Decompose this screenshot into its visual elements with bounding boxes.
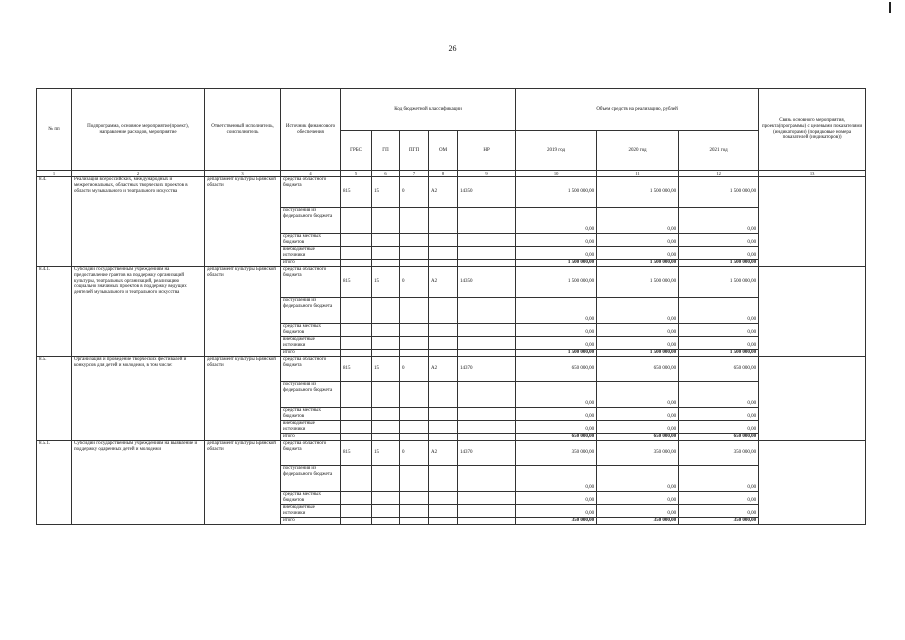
code-empty xyxy=(341,234,372,247)
code-empty xyxy=(372,260,400,267)
indicator-link xyxy=(759,267,866,357)
code-empty xyxy=(458,434,516,441)
funding-source: внебюджетные источники xyxy=(281,247,341,260)
amount-2021: 0,00 xyxy=(679,234,759,247)
item-number: 8.5.1. xyxy=(37,441,72,525)
amount-2021: 0,00 xyxy=(679,298,759,324)
code-empty xyxy=(429,408,458,421)
amount-2019: 0,00 xyxy=(516,234,597,247)
code-empty xyxy=(372,492,400,505)
amount-2020: 0,00 xyxy=(597,492,679,505)
code-empty xyxy=(400,298,429,324)
amount-2019: 0,00 xyxy=(516,492,597,505)
amount-2021: 650 000,00 xyxy=(679,357,759,382)
code-pgp: 0 xyxy=(400,177,429,208)
amount-2019: 350 000,00 xyxy=(516,441,597,466)
item-name: Субсидии государственным учреждениям на выявление и поддержку одаренных детей и молодежи xyxy=(72,441,205,525)
column-number: 10 xyxy=(516,171,597,177)
code-empty xyxy=(341,260,372,267)
column-number: 11 xyxy=(597,171,679,177)
funding-source: внебюджетные источники xyxy=(281,337,341,350)
code-gp: 15 xyxy=(372,267,400,298)
budget-table xyxy=(36,88,866,525)
header-year-2020: 2020 год xyxy=(597,131,679,171)
table-row xyxy=(37,267,866,298)
amount-2021: 0,00 xyxy=(679,408,759,421)
code-gp: 15 xyxy=(372,357,400,382)
funding-source: поступления из федерального бюджета xyxy=(281,298,341,324)
code-nr: 14350 xyxy=(458,267,516,298)
code-empty xyxy=(400,492,429,505)
item-number: 8.4.1. xyxy=(37,267,72,357)
code-grbs: 815 xyxy=(341,441,372,466)
header-subprogram: Подпрограмма, основное мероприятие(проект), направление расходов, мероприятие xyxy=(72,89,205,171)
code-empty xyxy=(400,505,429,518)
funding-source: средства местных бюджетов xyxy=(281,324,341,337)
code-empty xyxy=(372,382,400,408)
code-grbs: 815 xyxy=(341,177,372,208)
code-empty xyxy=(372,466,400,492)
code-empty xyxy=(400,234,429,247)
code-empty xyxy=(400,324,429,337)
code-empty xyxy=(458,492,516,505)
amount-2019: 650 000,00 xyxy=(516,357,597,382)
code-empty xyxy=(458,518,516,525)
amount-2020: 0,00 xyxy=(597,382,679,408)
code-empty xyxy=(429,247,458,260)
amount-2020: 650 000,00 xyxy=(597,434,679,441)
code-pgp: 0 xyxy=(400,441,429,466)
item-name: Организация и проведение творческих фестивалей и конкурсов для детей и молодежи, в том числе: xyxy=(72,357,205,441)
amount-2021: 350 000,00 xyxy=(679,518,759,525)
code-empty xyxy=(372,234,400,247)
item-name: Реализация всероссийских, международных и межрегиональных, областных творческих проектов в области музыкального и театрального искусства xyxy=(72,177,205,267)
funding-source: средства областного бюджета xyxy=(281,441,341,466)
funding-source: внебюджетные источники xyxy=(281,421,341,434)
header-code-gp: ГП xyxy=(372,131,400,171)
code-empty xyxy=(341,466,372,492)
code-empty xyxy=(372,337,400,350)
code-empty xyxy=(400,337,429,350)
code-empty xyxy=(341,408,372,421)
code-om: А2 xyxy=(429,267,458,298)
code-empty xyxy=(458,247,516,260)
amount-2019: 1 500 000,00 xyxy=(516,267,597,298)
code-empty xyxy=(458,337,516,350)
amount-2021: 0,00 xyxy=(679,382,759,408)
amount-2019: 0,00 xyxy=(516,421,597,434)
funding-source: поступления из федерального бюджета xyxy=(281,382,341,408)
amount-2020: 0,00 xyxy=(597,337,679,350)
code-empty xyxy=(372,505,400,518)
code-empty xyxy=(341,350,372,357)
amount-2020: 1 500 000,00 xyxy=(597,260,679,267)
amount-2020: 0,00 xyxy=(597,505,679,518)
code-nr: 14350 xyxy=(458,177,516,208)
code-empty xyxy=(372,324,400,337)
amount-2020: 0,00 xyxy=(597,324,679,337)
amount-2019: 350 000,00 xyxy=(516,518,597,525)
code-empty xyxy=(341,492,372,505)
amount-2020: 0,00 xyxy=(597,208,679,234)
code-empty xyxy=(429,350,458,357)
code-empty xyxy=(429,298,458,324)
column-number: 7 xyxy=(400,171,429,177)
amount-2021: 0,00 xyxy=(679,324,759,337)
item-responsible: департамент культуры Брянской области xyxy=(205,441,281,525)
code-empty xyxy=(458,408,516,421)
item-responsible: департамент культуры Брянской области xyxy=(205,357,281,441)
funding-source: средства местных бюджетов xyxy=(281,408,341,421)
amount-2020: 0,00 xyxy=(597,298,679,324)
code-empty xyxy=(400,434,429,441)
table-row xyxy=(37,357,866,382)
funding-source: средства областного бюджета xyxy=(281,267,341,298)
item-responsible: департамент культуры Брянской области xyxy=(205,177,281,267)
amount-2020: 350 000,00 xyxy=(597,441,679,466)
header-code-grbs: ГРБС xyxy=(341,131,372,171)
amount-2020: 0,00 xyxy=(597,408,679,421)
code-om: А2 xyxy=(429,357,458,382)
funding-source: итого xyxy=(281,350,341,357)
code-empty xyxy=(458,208,516,234)
column-number: 8 xyxy=(429,171,458,177)
code-empty xyxy=(372,408,400,421)
code-empty xyxy=(341,208,372,234)
code-empty xyxy=(429,505,458,518)
code-empty xyxy=(400,421,429,434)
code-empty xyxy=(400,350,429,357)
amount-2019: 1 500 000,00 xyxy=(516,260,597,267)
item-number: 8.4. xyxy=(37,177,72,267)
column-number: 6 xyxy=(372,171,400,177)
code-empty xyxy=(458,234,516,247)
funding-source: итого xyxy=(281,434,341,441)
item-responsible: департамент культуры Брянской области xyxy=(205,267,281,357)
table-row xyxy=(37,177,866,208)
amount-2019: 0,00 xyxy=(516,298,597,324)
indicator-link xyxy=(759,177,866,267)
code-empty xyxy=(372,247,400,260)
amount-2021: 0,00 xyxy=(679,466,759,492)
column-number: 1 xyxy=(37,171,72,177)
column-number: 5 xyxy=(341,171,372,177)
amount-2021: 1 500 000,00 xyxy=(679,350,759,357)
code-nr: 14370 xyxy=(458,357,516,382)
code-empty xyxy=(429,434,458,441)
code-empty xyxy=(341,518,372,525)
column-number: 12 xyxy=(679,171,759,177)
funding-source: средства областного бюджета xyxy=(281,357,341,382)
column-number: 3 xyxy=(205,171,281,177)
amount-2021: 0,00 xyxy=(679,505,759,518)
code-empty xyxy=(400,518,429,525)
code-om: А2 xyxy=(429,177,458,208)
amount-2019: 0,00 xyxy=(516,408,597,421)
code-pgp: 0 xyxy=(400,357,429,382)
code-empty xyxy=(341,382,372,408)
funding-source: поступления из федерального бюджета xyxy=(281,208,341,234)
code-empty xyxy=(341,298,372,324)
amount-2019: 0,00 xyxy=(516,247,597,260)
code-gp: 15 xyxy=(372,441,400,466)
column-number: 9 xyxy=(458,171,516,177)
code-empty xyxy=(429,208,458,234)
funding-source: средства местных бюджетов xyxy=(281,234,341,247)
amount-2019: 1 500 000,00 xyxy=(516,177,597,208)
code-empty xyxy=(372,350,400,357)
amount-2019: 0,00 xyxy=(516,505,597,518)
amount-2020: 1 500 000,00 xyxy=(597,267,679,298)
code-empty xyxy=(458,298,516,324)
amount-2021: 1 500 000,00 xyxy=(679,267,759,298)
code-empty xyxy=(429,492,458,505)
header-year-2019: 2019 год xyxy=(516,131,597,171)
code-empty xyxy=(372,421,400,434)
amount-2019: 0,00 xyxy=(516,208,597,234)
funding-source: средства областного бюджета xyxy=(281,177,341,208)
scan-edge-mark xyxy=(889,2,891,13)
code-empty xyxy=(372,298,400,324)
code-empty xyxy=(400,260,429,267)
amount-2020: 0,00 xyxy=(597,234,679,247)
code-empty xyxy=(458,505,516,518)
amount-2021: 0,00 xyxy=(679,421,759,434)
header-source: Источник финансового обеспечения xyxy=(281,89,341,171)
amount-2019: 0,00 xyxy=(516,382,597,408)
header-link: Связь основного мероприятия, проекта(программы) с целевыми показателями (индикаторами) (порядковые номера показателей (индикаторов)) xyxy=(759,89,866,171)
amount-2019: 0,00 xyxy=(516,324,597,337)
amount-2021: 650 000,00 xyxy=(679,434,759,441)
item-name: Субсидии государственным учреждениям на предоставление грантов на поддержку организаций культуры, театральных организаций, реализацию социально значимых проектов в поддержку ведущих деятелей музыкального и театрального искусства xyxy=(72,267,205,357)
code-empty xyxy=(400,408,429,421)
code-empty xyxy=(458,350,516,357)
code-empty xyxy=(372,208,400,234)
amount-2020: 0,00 xyxy=(597,421,679,434)
amount-2019: 1 500 000,00 xyxy=(516,350,597,357)
item-number: 8.5. xyxy=(37,357,72,441)
code-empty xyxy=(400,466,429,492)
amount-2020: 1 500 000,00 xyxy=(597,350,679,357)
code-pgp: 0 xyxy=(400,267,429,298)
funding-source: внебюджетные источники xyxy=(281,505,341,518)
amount-2021: 0,00 xyxy=(679,492,759,505)
code-empty xyxy=(341,421,372,434)
code-empty xyxy=(458,466,516,492)
code-empty xyxy=(400,247,429,260)
table-row xyxy=(37,441,866,466)
column-number: 2 xyxy=(72,171,205,177)
amount-2021: 0,00 xyxy=(679,208,759,234)
amount-2019: 0,00 xyxy=(516,466,597,492)
code-empty xyxy=(458,421,516,434)
code-empty xyxy=(458,260,516,267)
amount-2020: 650 000,00 xyxy=(597,357,679,382)
funding-source: итого xyxy=(281,518,341,525)
code-om: А2 xyxy=(429,441,458,466)
amount-2021: 350 000,00 xyxy=(679,441,759,466)
funding-source: итого xyxy=(281,260,341,267)
code-grbs: 815 xyxy=(341,357,372,382)
indicator-link xyxy=(759,357,866,441)
header-code-om: ОМ xyxy=(429,131,458,171)
code-empty xyxy=(372,434,400,441)
code-empty xyxy=(341,324,372,337)
indicator-link xyxy=(759,441,866,525)
code-empty xyxy=(400,208,429,234)
amount-2021: 1 500 000,00 xyxy=(679,177,759,208)
funding-source: средства местных бюджетов xyxy=(281,492,341,505)
header-year-2021: 2021 год xyxy=(679,131,759,171)
page-number: 26 xyxy=(448,44,457,53)
amount-2021: 1 500 000,00 xyxy=(679,260,759,267)
amount-2020: 1 500 000,00 xyxy=(597,177,679,208)
code-empty xyxy=(429,324,458,337)
code-gp: 15 xyxy=(372,177,400,208)
code-empty xyxy=(400,382,429,408)
amount-2020: 350 000,00 xyxy=(597,518,679,525)
code-empty xyxy=(429,337,458,350)
code-empty xyxy=(429,382,458,408)
column-number: 13 xyxy=(759,171,866,177)
code-empty xyxy=(341,337,372,350)
code-empty xyxy=(429,234,458,247)
header-budget-code: Код бюджетной классификации xyxy=(341,89,516,131)
header-code-pgp: ПГП xyxy=(400,131,429,171)
code-empty xyxy=(458,382,516,408)
code-empty xyxy=(341,247,372,260)
code-empty xyxy=(341,434,372,441)
amount-2021: 0,00 xyxy=(679,247,759,260)
column-number: 4 xyxy=(281,171,341,177)
code-empty xyxy=(429,421,458,434)
header-no: № пп xyxy=(37,89,72,171)
code-empty xyxy=(429,518,458,525)
amount-2019: 0,00 xyxy=(516,337,597,350)
header-funding: Объем средств на реализацию, рублей xyxy=(516,89,759,131)
code-grbs: 815 xyxy=(341,267,372,298)
table-body xyxy=(37,177,866,525)
amount-2021: 0,00 xyxy=(679,337,759,350)
header-code-nr: НР xyxy=(458,131,516,171)
code-empty xyxy=(458,324,516,337)
amount-2020: 0,00 xyxy=(597,466,679,492)
code-empty xyxy=(429,260,458,267)
amount-2019: 650 000,00 xyxy=(516,434,597,441)
code-empty xyxy=(429,466,458,492)
funding-source: поступления из федерального бюджета xyxy=(281,466,341,492)
header-responsible: Ответственный исполнитель, соисполнитель xyxy=(205,89,281,171)
code-empty xyxy=(372,518,400,525)
code-nr: 14370 xyxy=(458,441,516,466)
code-empty xyxy=(341,505,372,518)
amount-2020: 0,00 xyxy=(597,247,679,260)
